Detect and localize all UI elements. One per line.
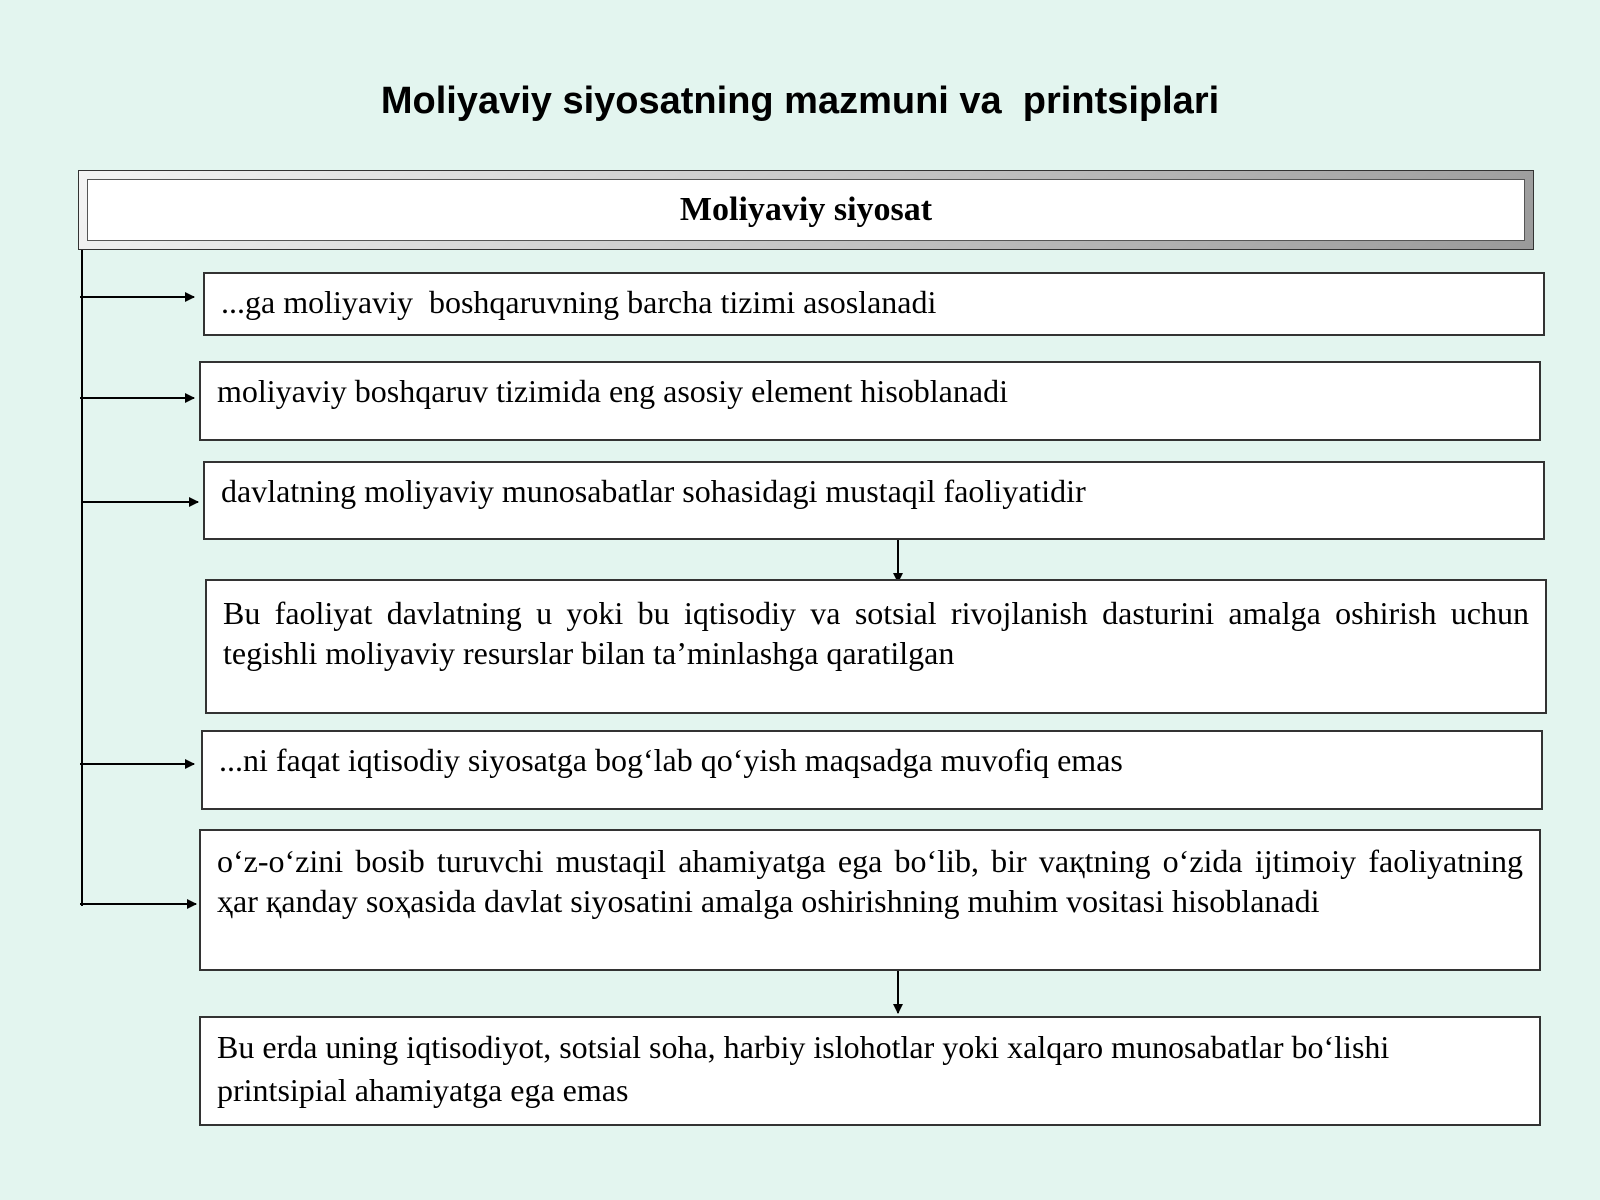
page-title: Moliyaviy siyosatning mazmuni va printsiplari xyxy=(380,80,1220,122)
item-box-5: ...ni faqat iqtisodiy siyosatga bog‘lab qo‘yish maqsadga muvofiq emas xyxy=(201,730,1543,810)
item-box-3: davlatning moliyaviy munosabatlar sohasidagi mustaqil faoliyatidir xyxy=(203,461,1545,540)
item-box-6: o‘z-o‘zini bosib turuvchi mustaqil ahamiyatga ega bo‘lib, bir vaқtning o‘zida ijtimoiy faoliyatning ҳar қanday soҳasida davlat siyosatini amalga oshirishning muhim vositasi hisoblanadi xyxy=(199,829,1541,971)
header-label: Moliyaviy siyosat xyxy=(87,179,1525,241)
item-box-7: Bu erda uning iqtisodiyot, sotsial soha, harbiy islohotlar yoki xalqaro munosabatlar bo‘lishi printsipial ahamiyatga ega emas xyxy=(199,1016,1541,1126)
item-box-1: ...ga moliyaviy boshqaruvning barcha tizimi asoslanadi xyxy=(203,272,1545,336)
item-box-4: Bu faoliyat davlatning u yoki bu iqtisodiy va sotsial rivojlanish dasturini amalga oshirish uchun tegishli moliyaviy resurslar bilan ta’minlashga qaratilgan xyxy=(205,579,1547,714)
item-box-2: moliyaviy boshqaruv tizimida eng asosiy element hisoblanadi xyxy=(199,361,1541,441)
